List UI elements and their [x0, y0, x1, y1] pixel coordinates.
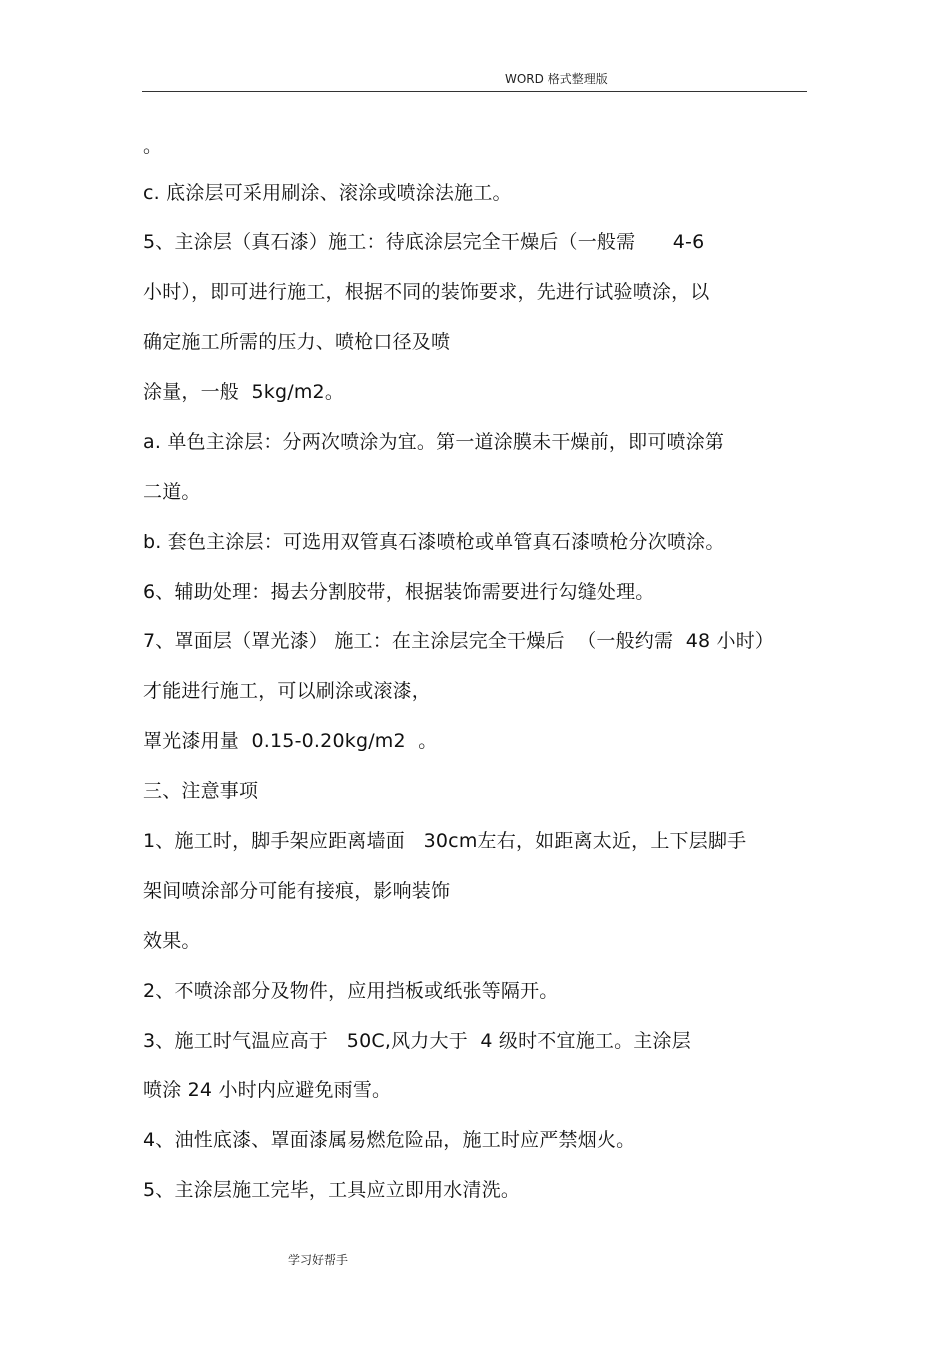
body-line: 效果。 — [143, 930, 201, 952]
page-header: WORD 格式整理版 — [505, 72, 608, 86]
body-line: c. 底涂层可采用刷涂、滚涂或喷涂法施工。 — [143, 182, 512, 204]
body-line: 架间喷涂部分可能有接痕，影响装饰 — [143, 880, 451, 902]
body-line: 4、油性底漆、罩面漆属易燃危险品，施工时应严禁烟火。 — [143, 1129, 636, 1151]
body-line: 。 — [143, 135, 163, 157]
page-footer: 学习好帮手 — [288, 1253, 349, 1267]
body-line: 二道。 — [143, 481, 201, 503]
header-rule — [142, 91, 807, 92]
body-line: b. 套色主涂层：可选用双管真石漆喷枪或单管真石漆喷枪分次喷涂。 — [143, 531, 725, 553]
body-line: 1、施工时，脚手架应距离墙面 30cm左右，如距离太近，上下层脚手 — [143, 830, 747, 852]
body-line: 5、主涂层（真石漆）施工：待底涂层完全干燥后（一般需 4-6 — [143, 231, 705, 253]
body-line: 才能进行施工，可以刷涂或滚漆， — [143, 680, 432, 702]
body-line: 3、施工时气温应高于 50C,风力大于 4 级时不宜施工。主涂层 — [143, 1030, 691, 1052]
body-line: 小时），即可进行施工，根据不同的装饰要求，先进行试验喷涂，以 — [143, 281, 710, 303]
body-line: 6、辅助处理：揭去分割胶带，根据装饰需要进行勾缝处理。 — [143, 581, 655, 603]
body-line: 喷涂 24 小时内应避免雨雪。 — [143, 1079, 392, 1101]
body-line: 2、不喷涂部分及物件，应用挡板或纸张等隔开。 — [143, 980, 559, 1002]
body-line: a. 单色主涂层：分两次喷涂为宜。第一道涂膜未干燥前，即可喷涂第 — [143, 431, 725, 453]
section-heading: 三、注意事项 — [143, 780, 259, 802]
body-line: 5、主涂层施工完毕，工具应立即用水清洗。 — [143, 1179, 521, 1201]
body-line: 涂量，一般 5kg/m2。 — [143, 381, 345, 403]
body-line: 罩光漆用量 0.15-0.20kg/m2 。 — [143, 730, 438, 752]
body-line: 7、罩面层（罩光漆） 施工：在主涂层完全干燥后 （一般约需 48 小时） — [143, 630, 775, 652]
body-line: 确定施工所需的压力、喷枪口径及喷 — [143, 331, 451, 353]
